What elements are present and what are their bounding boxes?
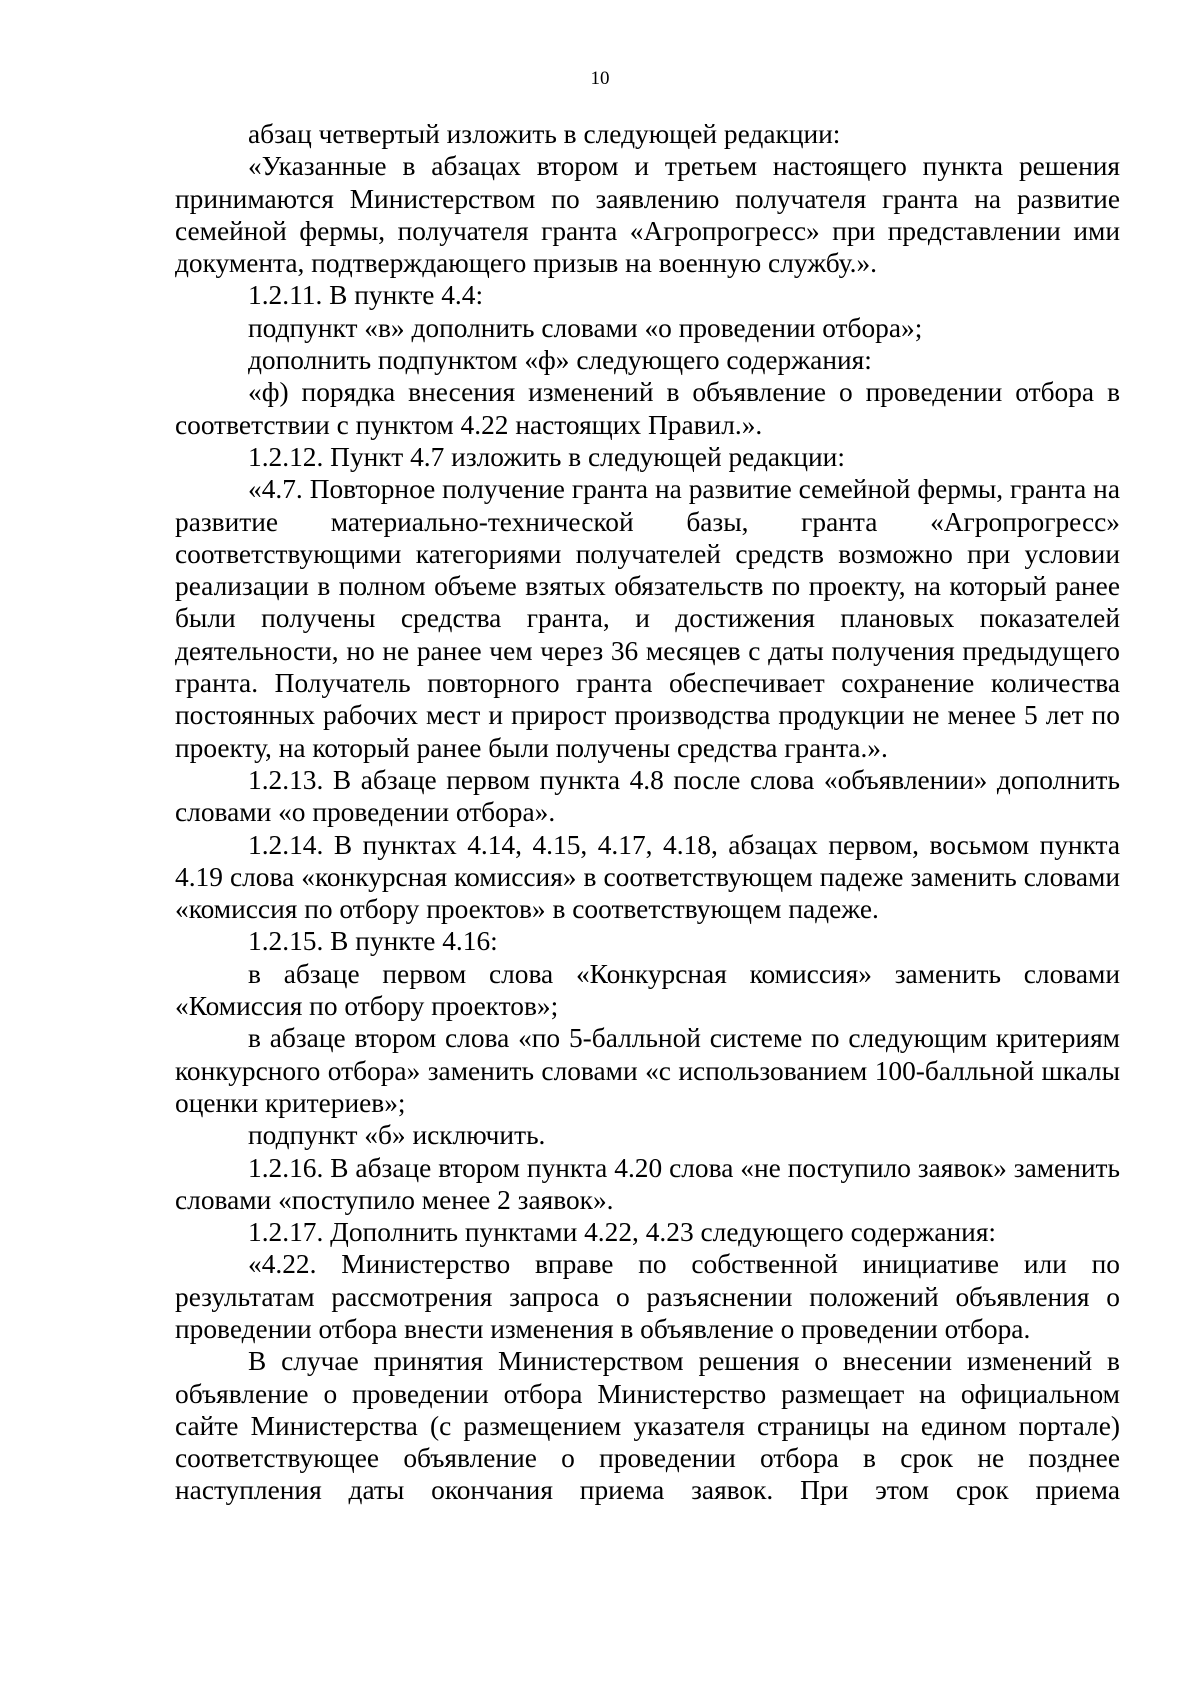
paragraph: «4.22. Министерство вправе по собственной инициативе или по результатам рассмотрения запроса о разъяснении положений объявления о проведении отбора внести изменения в объявление о проведении отбора. <box>175 1249 1120 1344</box>
paragraph: подпункт «в» дополнить словами «о проведении отбора»; <box>248 312 923 343</box>
paragraph: 1.2.17. Дополнить пунктами 4.22, 4.23 следующего содержания: <box>248 1217 997 1248</box>
paragraph: дополнить подпунктом «ф» следующего содержания: <box>248 345 872 376</box>
paragraph: 1.2.16. В абзаце втором пункта 4.20 слова «не поступило заявок» заменить словами «поступило менее 2 заявок». <box>175 1152 1120 1215</box>
paragraph: в абзаце втором слова «по 5-балльной системе по следующим критериям конкурсного отбора» заменить словами «с использованием 100-балльной шкалы оценки критериев»; <box>175 1023 1120 1118</box>
paragraph: «Указанные в абзацах втором и третьем настоящего пункта решения принимаются Министерством по заявлению получателя гранта на развитие семейной фермы, получателя гранта «Агропрогресс» при представлении ими документа, подтверждающего призыв на военную службу.». <box>175 151 1120 279</box>
paragraph: 1.2.15. В пункте 4.16: <box>248 926 498 957</box>
paragraph: 1.2.12. Пункт 4.7 изложить в следующей редакции: <box>248 441 845 472</box>
paragraph: 1.2.11. В пункте 4.4: <box>248 280 484 311</box>
page-number: 10 <box>590 68 610 89</box>
paragraph: «4.7. Повторное получение гранта на развитие семейной фермы, гранта на развитие материально-технической базы, гранта «Агропрогресс» соответствующими категориями получателей средств возможно при условии реализации в полном объеме взятых обязательств по проекту, на который ранее были получены средства гранта, и достижения плановых показателей деятельности, но не ранее чем через 36 месяцев с даты получения предыдущего гранта. Получатель повторного гранта обеспечивает сохранение количества постоянных рабочих мест и прирост производства продукции не менее 5 лет по проекту, на который ранее были получены средства гранта.». <box>175 474 1120 763</box>
document-body <box>175 118 1120 1507</box>
paragraph: 1.2.13. В абзаце первом пункта 4.8 после слова «объявлении» дополнить словами «о проведении отбора». <box>175 764 1120 828</box>
paragraph: В случае принятия Министерством решения о внесении изменений в объявление о проведении отбора Министерство размещает на официальном сайте Министерства (с размещением указателя страницы на едином портале) соответствующее объявление о проведении отбора в срок не позднее наступления даты окончания приема заявок. При этом срок приема <box>175 1346 1120 1506</box>
paragraph: абзац четвертый изложить в следующей редакции: <box>248 119 841 149</box>
paragraph: 1.2.14. В пунктах 4.14, 4.15, 4.17, 4.18, абзацах первом, восьмом пункта 4.19 слова «конкурсная комиссия» в соответствующем падеже заменить словами «комиссия по отбору проектов» в соответствующем падеже. <box>175 829 1120 925</box>
paragraph: подпункт «б» исключить. <box>248 1120 546 1151</box>
paragraph: «ф) порядка внесения изменений в объявление о проведении отбора в соответствии с пунктом 4.22 настоящих Правил.». <box>175 377 1120 440</box>
paragraph: в абзаце первом слова «Конкурсная комиссия» заменить словами «Комиссия по отбору проектов»; <box>175 958 1120 1022</box>
